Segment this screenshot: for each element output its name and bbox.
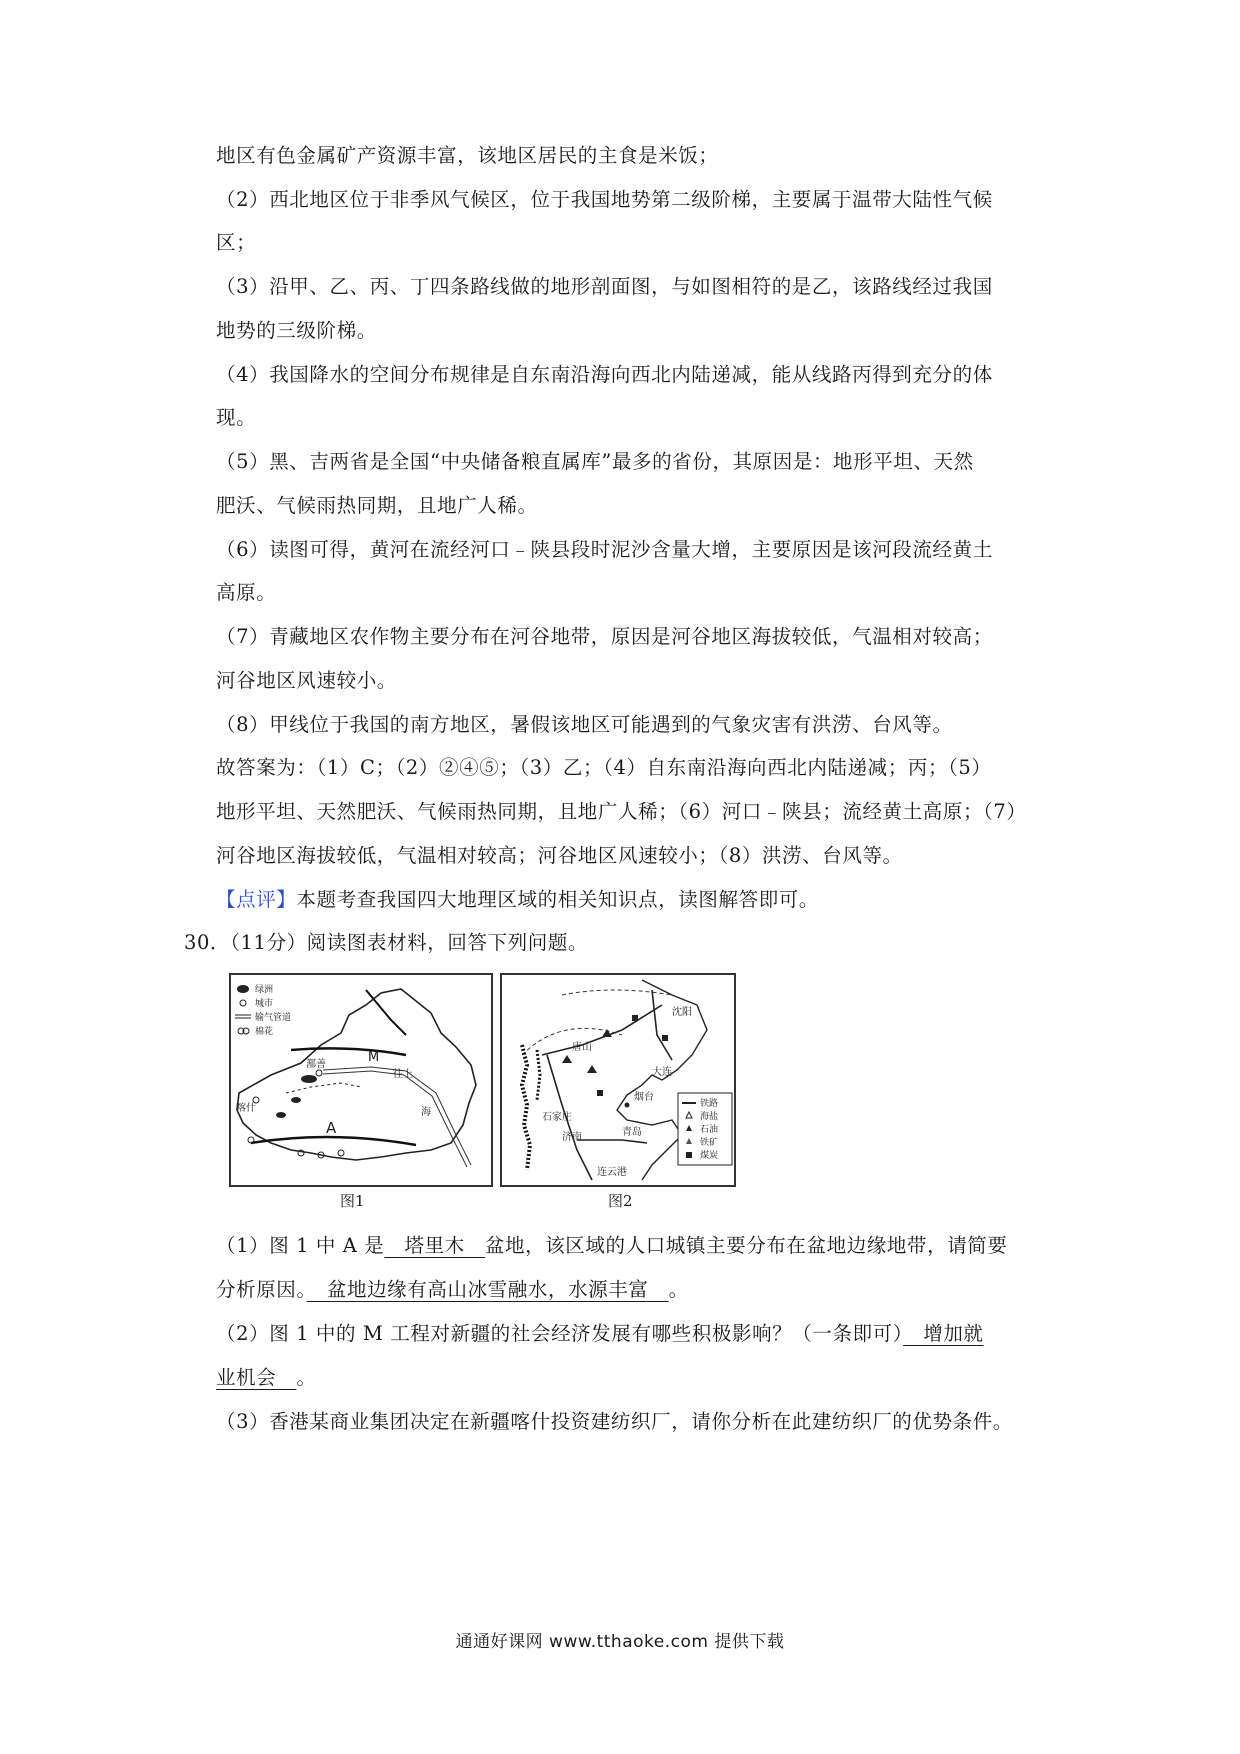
legend-city: 城市 [255, 999, 274, 1009]
figure-1-svg [231, 975, 491, 1185]
answer-line-12: （7）青藏地区农作物主要分布在河谷地带，原因是河谷地区海拔较低，气温相对较高； [216, 625, 993, 648]
question-30-title: 30．（11分）阅读图表材料，回答下列问题。 [184, 931, 589, 954]
oasis-legend-icon [237, 985, 249, 993]
label-shanghai: 上 [403, 1069, 413, 1080]
figure-2-legend [678, 1093, 732, 1165]
city-legend-icon [240, 1000, 246, 1006]
q1-prefix: （1）图 1 中 A 是 [216, 1234, 385, 1257]
legend-oil: 石油 [700, 1125, 719, 1135]
q2-prefix: （2）图 1 中的 M 工程对新疆的社会经济发展有哪些积极影响？（一条即可） [216, 1322, 904, 1345]
q1-line-1 [216, 1232, 1008, 1260]
q1-answer-reason: 盆地边缘有高山冰雪融水，水源丰富 [306, 1278, 669, 1301]
railway-3 [577, 1140, 647, 1143]
label-shenyang: 沈阳 [672, 1007, 692, 1018]
q2-suffix: 。 [296, 1366, 317, 1389]
legend-oasis: 绿洲 [255, 985, 274, 995]
label-shanshan: 鄯善 [306, 1059, 326, 1070]
oasis-1 [301, 1075, 317, 1083]
legend-pipeline: 输气管道 [255, 1013, 292, 1023]
legend-railway: 铁路 [700, 1099, 719, 1109]
label-yantai: 烟台 [634, 1092, 654, 1103]
tianshan-line [291, 1048, 406, 1055]
legend-iron: 铁矿 [700, 1138, 719, 1148]
figure-1-map [229, 973, 493, 1187]
figure-1-legend [235, 983, 291, 1037]
mountain-range [522, 1045, 530, 1170]
answer-line-7: 现。 [216, 406, 257, 429]
q2-answer-part-b: 业机会 [216, 1366, 297, 1389]
cotton-3 [338, 1150, 344, 1156]
comment-text: 本题考查我国四大地理区域的相关知识点，读图解答即可。 [296, 888, 820, 911]
label-kashgar: 喀什 [236, 1103, 256, 1114]
oasis-2 [291, 1097, 301, 1103]
q1-answer-basin: 塔里木 [384, 1234, 485, 1257]
answer-summary-line-2: 地形平坦、天然肥沃、气候雨热同期，且地广人稀；（6）河口﹣陕县；流经黄土高原；（7） [216, 800, 1027, 823]
answer-line-14: （8）甲线位于我国的南方地区，暑假该地区可能遇到的气象灾害有洪涝、台风等。 [216, 713, 953, 736]
answer-line-1: 地区有色金属矿产资源丰富，该地区居民的主食是米饭； [216, 144, 719, 167]
legend-cotton: 棉花 [255, 1027, 274, 1037]
answer-line-8: （5）黑、吉两省是全国“中央储备粮直属库”最多的省份，其原因是：地形平坦、天然 [216, 450, 974, 473]
figure-2-map [500, 973, 736, 1187]
city-shanshan [316, 1070, 322, 1076]
answer-line-6: （4）我国降水的空间分布规律是自东南沿海向西北内陆递减，能从线路丙得到充分的体 [216, 363, 993, 386]
answer-line-5: 地势的三级阶梯。 [216, 319, 377, 342]
oasis-3 [276, 1112, 286, 1118]
figure-2-caption: 图2 [608, 1192, 633, 1210]
railway-4 [652, 990, 672, 1060]
answer-summary-line-1: 故答案为：（1）C；（2）②④⑤；（3）乙；（4）自东南沿海向西北内陆递减；丙；（5） [216, 756, 992, 779]
answer-line-3: 区； [216, 231, 257, 254]
q1-line-2 [216, 1276, 689, 1304]
comment-line [216, 886, 819, 914]
page-footer: 通通好课网 www.tthaoke.com 提供下载 [455, 1632, 785, 1652]
answer-line-2: （2）西北地区位于非季风气候区，位于我国地势第二级阶梯，主要属于温带大陆性气候 [216, 188, 993, 211]
q1-line2-prefix: 分析原因。 [216, 1278, 307, 1301]
q1-middle: 盆地，该区域的人口城镇主要分布在盆地边缘地带，请简要 [484, 1234, 1008, 1257]
label-hai: 海 [421, 1107, 431, 1118]
q2-answer-part-a: 增加就 [903, 1322, 984, 1345]
gas-pipeline [323, 1071, 467, 1167]
answer-line-10: （6）读图可得，黄河在流经河口﹣陕县段时泥沙含量大增，主要原因是该河段流经黄土 [216, 538, 993, 561]
q3-line: （3）香港某商业集团决定在新疆喀什投资建纺织厂，请你分析在此建纺织厂的优势条件。 [216, 1410, 1013, 1433]
answer-line-13: 河谷地区风速较小。 [216, 669, 397, 692]
coal-legend-icon [686, 1152, 692, 1158]
legend-coal: 煤炭 [700, 1151, 719, 1161]
label-shijiazhuang: 石家庄 [542, 1112, 572, 1123]
figure-2-svg [502, 975, 734, 1185]
label-dalian: 大连 [652, 1067, 672, 1078]
answer-line-4: （3）沿甲、乙、丙、丁四条路线做的地形剖面图，与如图相符的是乙，该路线经过我国 [216, 275, 993, 298]
q2-line-1 [216, 1320, 984, 1348]
answer-summary-line-3: 河谷地区海拔较低，气温相对较高；河谷地区风速较小；（8）洪涝、台风等。 [216, 844, 903, 867]
legend-sea-salt: 海盐 [700, 1112, 719, 1122]
q1-line2-suffix: 。 [668, 1278, 689, 1301]
label-to: 往 [393, 1069, 403, 1080]
figure-1-caption: 图1 [340, 1192, 365, 1210]
answer-line-11: 高原。 [216, 581, 277, 604]
altai-line [366, 990, 406, 1035]
label-M: M [368, 1050, 380, 1065]
label-qingdao: 青岛 [622, 1127, 642, 1138]
label-jinan: 济南 [562, 1132, 582, 1143]
label-A: A [326, 1119, 337, 1137]
label-tangshan: 唐山 [572, 1042, 592, 1053]
comment-tag: 【点评】 [216, 888, 297, 911]
kunlun-line [251, 1137, 416, 1145]
q2-line-2 [216, 1364, 317, 1392]
answer-line-9: 肥沃、气候雨热同期，且地广人稀。 [216, 494, 538, 517]
label-lianyungang: 连云港 [597, 1167, 627, 1178]
